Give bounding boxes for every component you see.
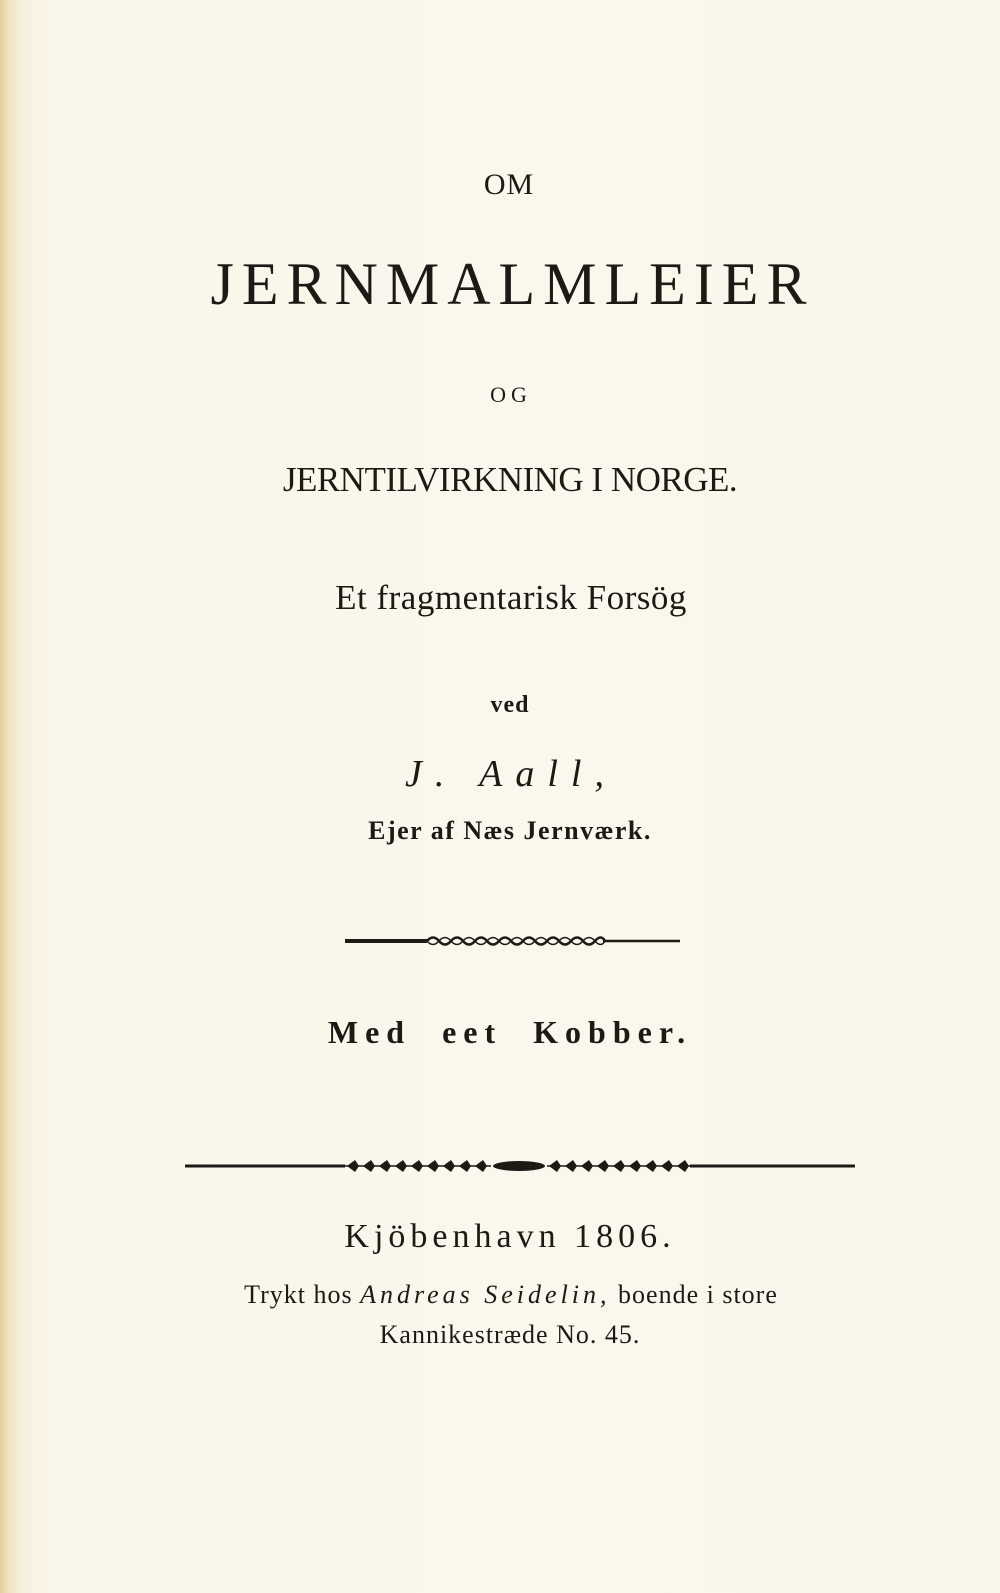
printer-address: Kannikestræde No. 45.: [379, 1320, 641, 1349]
title-conjunction: OG: [490, 382, 532, 407]
main-title: JERNMALMLEIER: [210, 251, 815, 317]
author-role: Ejer af Næs Jernværk.: [368, 816, 652, 845]
place-and-year: Kjöbenhavn 1806.: [344, 1218, 676, 1255]
printer-suffix: boende i store: [618, 1280, 778, 1309]
printer-prefix: Trykt hos: [244, 1280, 353, 1309]
printer-line: [0, 1280, 1000, 1310]
wave-ornament-rule: [345, 928, 680, 954]
plates-note: Med eet Kobber.: [327, 1014, 693, 1050]
by-word: ved: [490, 692, 530, 718]
printer-name: Andreas Seidelin,: [360, 1280, 611, 1309]
floral-ornament-rule: [185, 1153, 855, 1179]
author-name: J. Aall,: [404, 753, 617, 795]
title-prefix: OM: [483, 168, 535, 201]
fragment-subtitle: Et fragmentarisk Forsög: [335, 578, 687, 617]
subtitle: JERNTILVIRKNING I NORGE.: [282, 460, 738, 499]
